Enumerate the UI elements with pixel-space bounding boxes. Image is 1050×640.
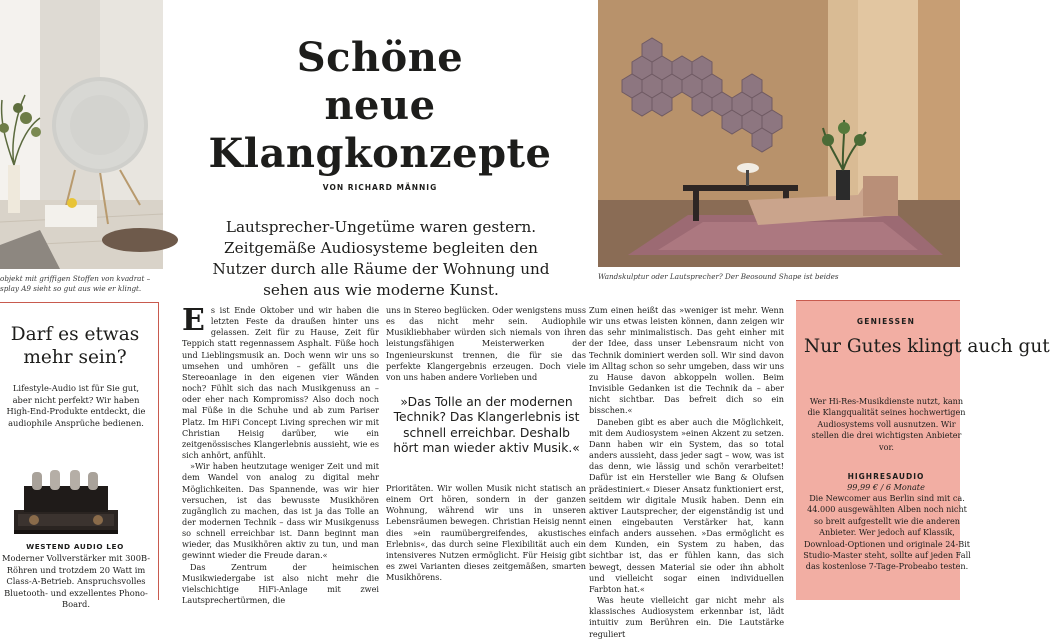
photo-caption-right: Wandskulptur oder Lautsprecher? Der Beosound Shape ist beides <box>598 272 839 281</box>
product-name: WESTEND AUDIO LEO <box>26 542 124 551</box>
box-kicker: GENIESSEN <box>856 317 916 326</box>
amplifier-product-image <box>10 466 122 538</box>
paragraph: »Wir haben heutzutage weniger Zeit und mit dem Wandel von analog zu digital mehr Möglichkeiten. Das Spannende, was wir hier versuchen, ist das bewusste Musikhören zugänglich zu machen, das ist ja das Tolle an der modernen Technik – dass wir Musikgenuss so schnell erreichbar ist. Dann beginnt man wieder, das Musikhören aktiv zu tun, und man gewinnt wieder die Freude daran.« <box>182 461 379 561</box>
pull-quote: »Das Tolle an der modernen Technik? Das Klangerlebnis ist schnell erreichbar. Deshalb hört man wieder aktiv Musik.« <box>393 395 580 456</box>
paragraph: uns in Stereo beglücken. Oder wenigstens muss es das nicht mehr sein. Audiophile Musikliebhaber würden sich niemals von ihren leistungsfähigen Meisterwerken der Ingenieurskunst trennen, die für sie das perfekte Klangergebnis erzeugen. Doch viele von uns haben andere Vorlieben und <box>386 305 586 382</box>
article-column-2-continued <box>386 483 586 583</box>
product-description: Moderner Vollverstärker mit 300B-Röhren und trotzdem 20 Watt im Class-A-Betrieb. Anspruchsvolles Bluetooth- und exzellentes Phono-Board. <box>1 553 151 610</box>
sidebar-box-streaming <box>796 300 1050 600</box>
drop-cap: E <box>182 303 205 338</box>
author-byline: VON RICHARD MÄNNIG <box>322 183 438 192</box>
box-intro: Lifestyle-Audio ist für Sie gut, aber nicht perfekt? Wir haben High-End-Produkte entdeckt, die audiophile Ansprüche bedienen. <box>6 383 146 428</box>
paragraph: s ist Ende Oktober und wir haben die letzten Feste da draußen hinter uns gelassen. Zeit für zu Hause, Zeit für Teppich statt regennassem Asphalt. Füße hoch und Lieblingsmusik an. Doch wenn wir uns so umsehen und umhören – gefällt uns die Stereoanlage in den eigenen vier Wänden noch? Fühlt sich das nach Musikgenuss an – oder eher nach Kompromiss? Also doch noch mal Füße in die Schuhe und ab zum Pariser Platz. Im HiFi Concept Living sprechen wir mit Christian Heisig darüber, wie ein zeitgenössisches Klangerlebnis aussieht, wie es sich anhört, anfühlt. <box>182 305 379 461</box>
article-headline <box>190 34 570 178</box>
article-lead: Lautsprecher-Ungetüme waren gestern. Zeitgemäße Audiosysteme begleiten den Nutzer durch alle Räume der Wohnung und sehen aus wie moderne Kunst. <box>212 218 550 299</box>
service-name: HIGHRESAUDIO <box>847 472 925 481</box>
headline-line: neue <box>324 82 436 129</box>
service-price: 99,99 € / 6 Monate <box>847 482 925 492</box>
paragraph: Prioritäten. Wir wollen Musik nicht statisch an einem Ort hören, sondern in der ganzen Wohnung, während wir uns in unseren Lebensräumen bewegen. Christian Heisig nennt dies »ein raumübergreifendes, akustisches Erlebnis«, das durch seine Flexibilität auch ein intensiveres Nutzen ermöglicht. Für Heisig gibt es zwei Varianten dieses zeitgemäßen, smarten Musikhörens. <box>386 483 586 583</box>
paragraph: Daneben gibt es aber auch die Möglichkeit, mit dem Audiosystem »einen Akzent zu setzen. Dann haben wir ein System, das so total anders aussieht, dass jeder sagt – wow, was ist das denn, wie lässig und schön verarbeitet! Dafür ist ein Hersteller wie Bang & Olufsen prädestiniert.« Dieser Ansatz funktioniert erst, seitdem wir digitale Musik haben. Denn ein aktiver Lautsprecher, der eigenständig ist und einen eingebauten Verstärker hat, kann einfach anders aussehen. »Das ermöglicht es dem Kunden, ein System zu haben, das sichtbar ist, das er fühlen kann, das sich bewegt, dessen Material sie oder ihn abholt und vielleicht sogar einen individuellen Farbton hat.« <box>589 416 784 594</box>
box-title: Nur Gutes klingt auch gut <box>804 336 1050 357</box>
paragraph: Das Zentrum der heimischen Musikwiedergabe ist also nicht mehr die vielschichtige HiFi-Anlage mit zwei Lautsprechertürmen, die <box>182 561 379 606</box>
box-intro: Wer Hi-Res-Musikdienste nutzt, kann die Klangqualität seines hochwertigen Audiosystems voll ausnutzen. Wir stellen die drei wichtigsten Anbieter vor. <box>807 396 966 452</box>
service-description: Die Newcomer aus Berlin sind mit ca. 44.000 ausgewählten Alben noch nicht so breit aufgestellt wie die anderen Anbieter. Wer jedoch auf Klassik, Download-Optionen und originale 24-Bit Studio-Master steht, sollte auf jeden Fall das kostenlose 7-Tage-Probeabo testen. <box>803 493 971 572</box>
photo-speaker-living-room <box>0 0 163 269</box>
article-column-3 <box>589 305 784 639</box>
photo-caption-left: objekt mit griffigen Stoffen von kvadrat – splay A9 sieht so gut aus wie er klingt. <box>0 274 151 293</box>
photo-wall-speaker-room <box>598 0 960 267</box>
paragraph: Zum einen heißt das »weniger ist mehr. Wenn wir uns etwas leisten können, dann zeigen wir das sehr minimalistisch. Das geht einher mit der Idee, dass unser Lebensraum nicht von Technik dominiert werden soll. Wir sind davon im Alltag schon so sehr umgeben, dass wir uns zu Hause davon abkoppeln wollen. Beim Invisible Gedanken ist die Technik da – aber nicht sichtbar. Das befreit dich so ein bisschen.« <box>589 305 784 416</box>
headline-line: Klangkonzepte <box>208 130 552 177</box>
paragraph: Was heute vielleicht gar nicht mehr als klassisches Audiosystem erkennbar ist, lädt intuitiv zum Berühren ein. Die Lautstärke reguliert <box>589 595 784 639</box>
box-title: Darf es etwas mehr sein? <box>10 324 140 368</box>
headline-line: Schöne <box>296 34 464 81</box>
sidebar-box-highend <box>0 302 159 610</box>
article-column-1 <box>182 303 379 606</box>
